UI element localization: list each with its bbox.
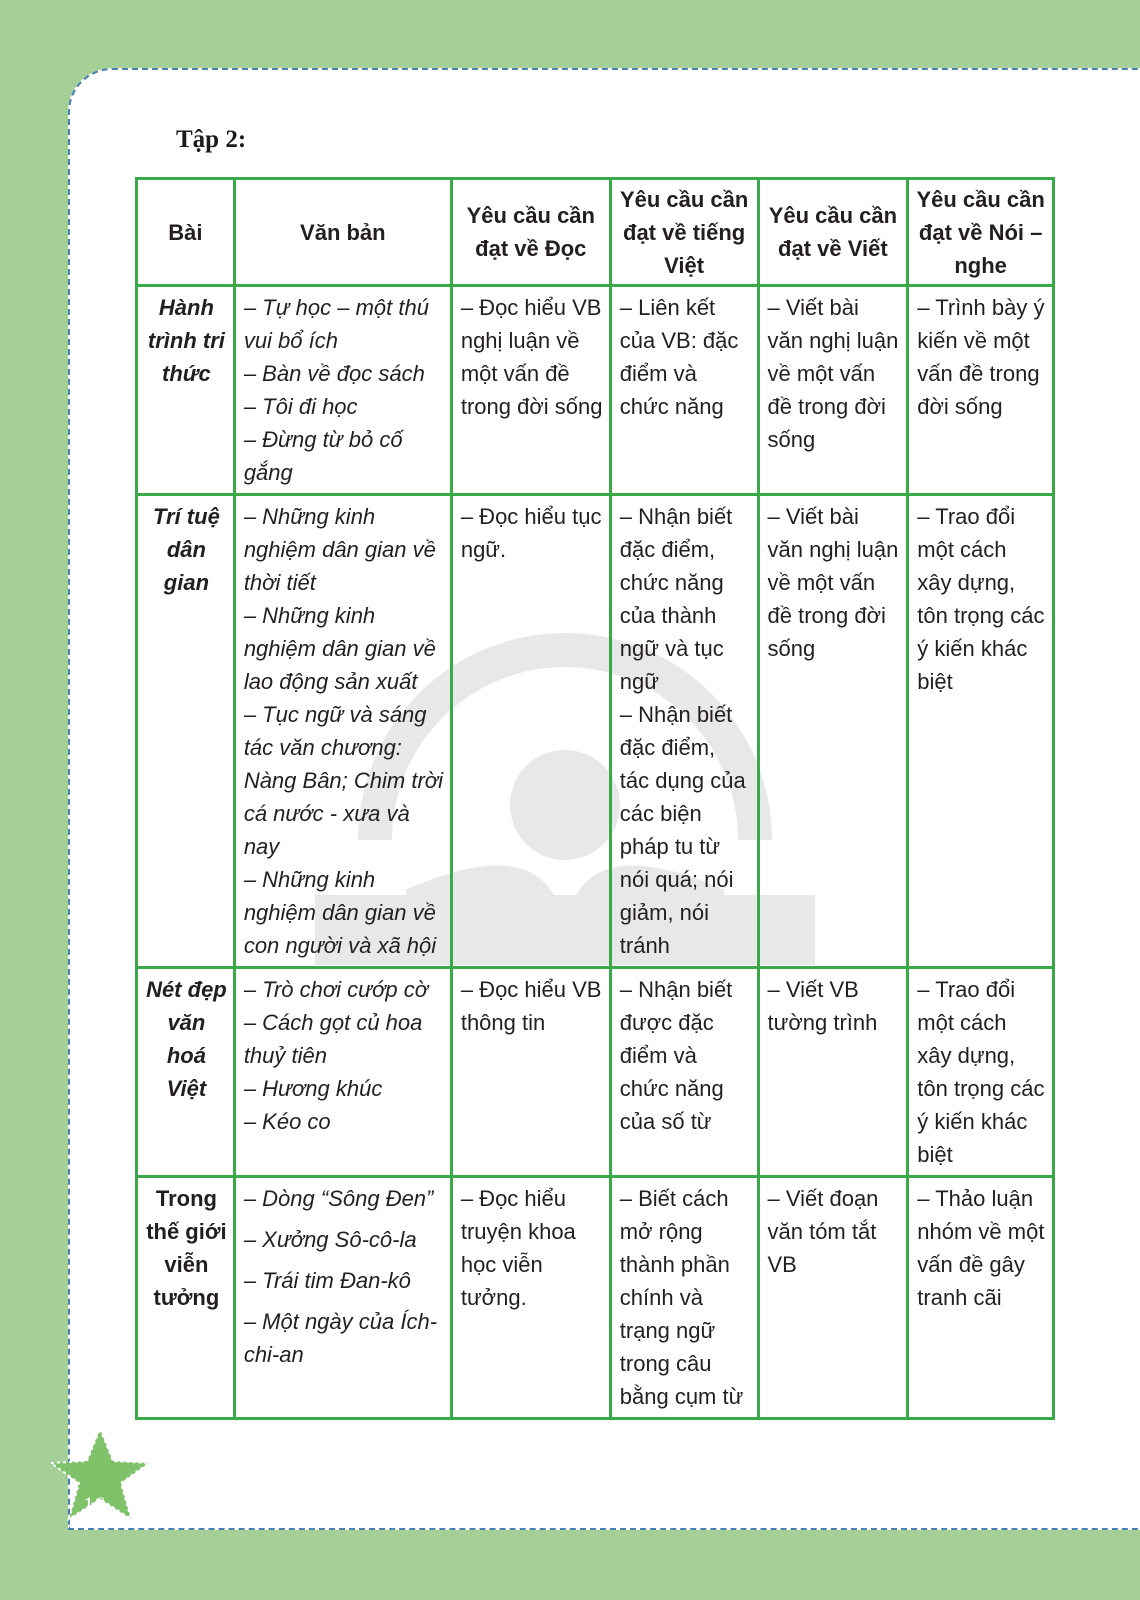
header-vietnamese: Yêu cầu cần đạt về tiếng Việt — [610, 179, 758, 286]
page-title: Tập 2: — [176, 126, 247, 153]
table-row — [137, 286, 1054, 495]
vietnamese-item: – Nhận biết được đặc điểm và chức năng của số từ — [619, 977, 733, 1134]
vietnamese-item: – Biết cách mở rộng thành phần chính và trạng ngữ trong câu bằng cụm từ — [619, 1186, 744, 1409]
reading-cell: – Đọc hiểu tục ngữ. — [451, 495, 610, 968]
lesson-name: Trong thế giới viễn tưởng — [137, 1177, 235, 1419]
speaking-cell: – Trình bày ý kiến về một vấn đề trong đời sống — [908, 286, 1054, 495]
vietnamese-cell — [610, 968, 758, 1177]
speaking-cell: – Thảo luận nhóm về một vấn đề gây tranh cãi — [908, 1177, 1054, 1419]
texts-cell — [234, 968, 451, 1177]
text-item: – Một ngày của Ích-chi-an — [243, 1309, 438, 1367]
header-reading: Yêu cầu cần đạt về Đọc — [451, 179, 610, 286]
texts-cell — [234, 1177, 451, 1419]
header-writing: Yêu cầu cần đạt về Viết — [758, 179, 908, 286]
vietnamese-cell — [610, 286, 758, 495]
text-item: – Trái tim Đan-kô — [243, 1268, 411, 1293]
text-item: – Xưởng Sô-cô-la — [243, 1227, 417, 1252]
lesson-name: Nét đẹp văn hoá Việt — [137, 968, 235, 1177]
curriculum-table — [135, 177, 1055, 1420]
speaking-cell: – Trao đổi một cách xây dựng, tôn trọng các ý kiến khác biệt — [908, 968, 1054, 1177]
table-header-row — [137, 179, 1054, 286]
text-item: – Những kinh nghiệm dân gian về thời tiết — [243, 504, 436, 595]
text-item: – Đừng từ bỏ cố gắng — [243, 427, 403, 485]
header-speaking: Yêu cầu cần đạt về Nói – nghe — [908, 179, 1054, 286]
vietnamese-cell — [610, 495, 758, 968]
text-item: – Bàn về đọc sách — [243, 361, 425, 386]
header-lesson: Bài — [137, 179, 235, 286]
writing-cell: – Viết bài văn nghị luận về một vấn đề trong đời sống — [758, 286, 908, 495]
table-row — [137, 968, 1054, 1177]
vietnamese-cell — [610, 1177, 758, 1419]
text-item: – Kéo co — [243, 1109, 331, 1134]
header-texts: Văn bản — [234, 179, 451, 286]
vietnamese-item: – Nhận biết đặc điểm, chức năng của thành ngữ và tục ngữ — [619, 504, 733, 694]
text-item: – Tự học – một thú vui bổ ích — [243, 295, 429, 353]
text-item: – Dòng “Sông Đen” — [243, 1186, 434, 1211]
writing-cell: – Viết bài văn nghị luận về một vấn đề trong đời sống — [758, 495, 908, 968]
vietnamese-item: – Nhận biết đặc điểm, tác dụng của các biện pháp tu từ nói quá; nói giảm, nói tránh — [619, 702, 746, 958]
text-item: – Trò chơi cướp cờ — [243, 977, 429, 1002]
reading-cell: – Đọc hiểu VB nghị luận về một vấn đề trong đời sống — [451, 286, 610, 495]
text-item: – Hương khúc — [243, 1076, 383, 1101]
lesson-name: Hành trình tri thức — [137, 286, 235, 495]
vietnamese-item: – Liên kết của VB: đặc điểm và chức năng — [619, 295, 739, 419]
text-item: – Tục ngữ và sáng tác văn chương: Nàng Bân; Chim trời cá nước - xưa và nay — [243, 702, 443, 859]
text-item: – Cách gọt củ hoa thuỷ tiên — [243, 1010, 423, 1068]
speaking-cell: – Trao đổi một cách xây dựng, tôn trọng các ý kiến khác biệt — [908, 495, 1054, 968]
reading-cell: – Đọc hiểu VB thông tin — [451, 968, 610, 1177]
texts-cell — [234, 286, 451, 495]
text-item: – Tôi đi học — [243, 394, 358, 419]
text-item: – Những kinh nghiệm dân gian về lao động sản xuất — [243, 603, 436, 694]
table-row — [137, 495, 1054, 968]
table-row — [137, 1177, 1054, 1419]
texts-cell — [234, 495, 451, 968]
writing-cell: – Viết VB tường trình — [758, 968, 908, 1177]
text-item: – Những kinh nghiệm dân gian về con người và xã hội — [243, 867, 437, 958]
lesson-name: Trí tuệ dân gian — [137, 495, 235, 968]
writing-cell: – Viết đoạn văn tóm tắt VB — [758, 1177, 908, 1419]
page-number: 16 — [83, 1492, 105, 1517]
reading-cell: – Đọc hiểu truyện khoa học viễn tưởng. — [451, 1177, 610, 1419]
